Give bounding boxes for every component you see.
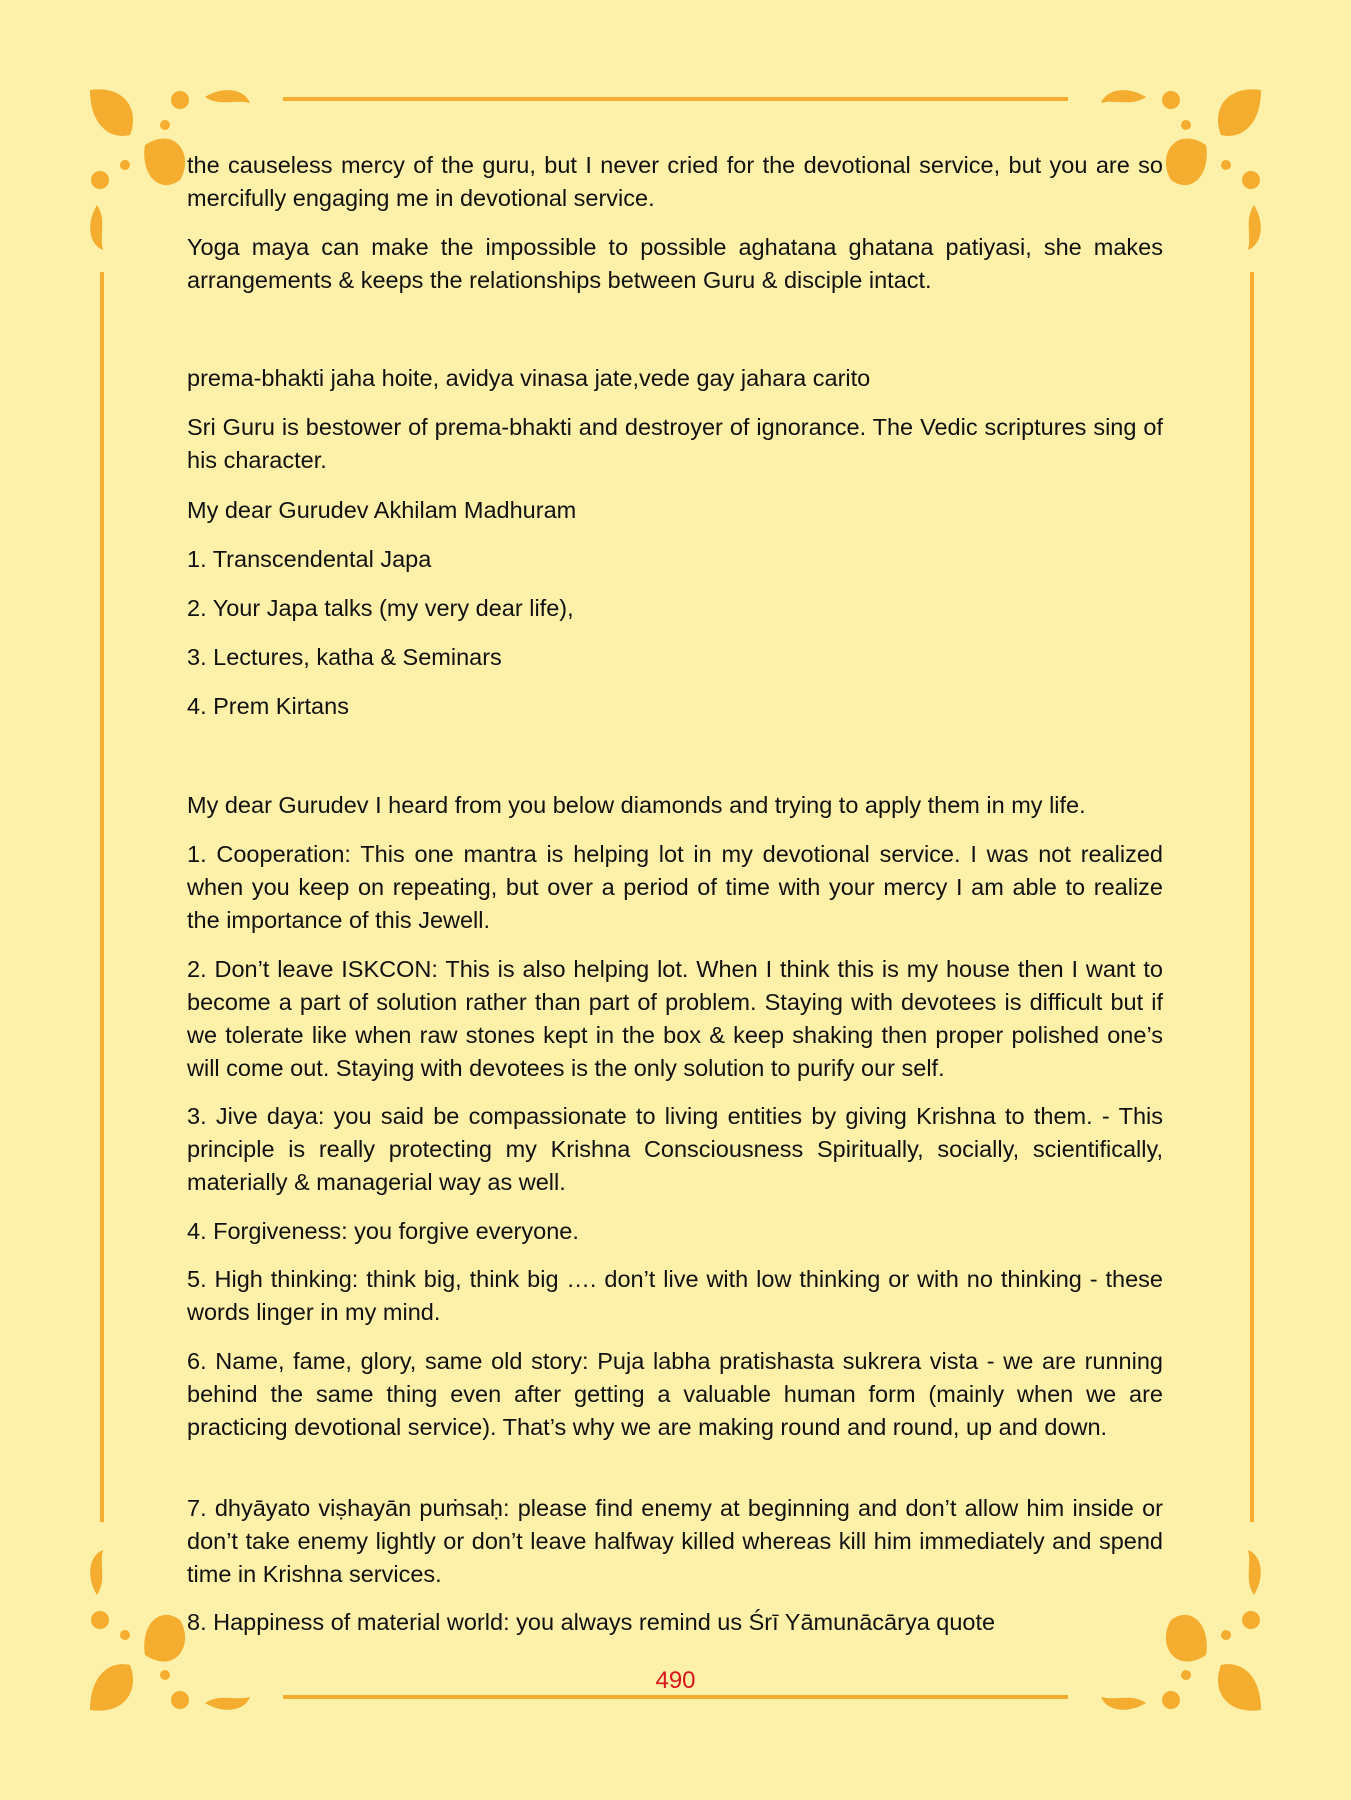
border-bottom <box>283 1695 1068 1699</box>
paragraph: Sri Guru is bestower of prema-bhakti and destroyer of ignorance. The Vedic scriptures sing of his character. <box>187 414 1163 473</box>
paragraph: the causeless mercy of the guru, but I never cried for the devotional service, but you are so mercifully engaging me in devotional service. <box>187 152 1163 211</box>
paragraph: My dear Gurudev Akhilam Madhuram <box>187 497 577 523</box>
paragraph: Yoga maya can make the impossible to possible aghatana ghatana patiyasi, she makes arrangements & keeps the relationships between Guru & disciple intact. <box>187 234 1163 293</box>
list-item: 6. Name, fame, glory, same old story: Puja labha pratishasta sukrera vista - we are running behind the same thing even after getting a valuable human form (mainly when we are practicing devotional service). That’s why we are making round and round, up and down. <box>187 1348 1163 1440</box>
border-top <box>283 97 1068 101</box>
list-item: 4. Forgiveness: you forgive everyone. <box>187 1218 579 1244</box>
list-item: 3. Jive daya: you said be compassionate to living entities by giving Krishna to them. - This principle is really protecting my Krishna Consciousness Spiritually, socially, scientifically, materially & managerial way as well. <box>187 1103 1163 1195</box>
list-item: 3. Lectures, katha & Seminars <box>187 644 502 670</box>
list-item: 2. Don’t leave ISKCON: This is also helping lot. When I think this is my house then I want to become a part of solution rather than part of problem. Staying with devotees is difficult but if we tolerate like when raw stones kept in the box & keep shaking then proper polished one’s will come out. Staying with devotees is the only solution to purify our self. <box>187 956 1163 1081</box>
border-right <box>1250 272 1254 1522</box>
verse: prema-bhakti jaha hoite, avidya vinasa jate,vede gay jahara carito <box>187 365 871 391</box>
list-item: 5. High thinking: think big, think big …. don’t live with low thinking or with no thinking - these words linger in my mind. <box>187 1266 1163 1325</box>
list-item: 1. Transcendental Japa <box>187 546 432 572</box>
page-number: 490 <box>655 1667 696 1694</box>
list-item: 8. Happiness of material world: you always remind us Śrī Yāmunācārya quote <box>187 1609 996 1635</box>
list-item: 2. Your Japa talks (my very dear life), <box>187 595 574 621</box>
list-item: 4. Prem Kirtans <box>187 693 349 719</box>
list-item: 1. Cooperation: This one mantra is helping lot in my devotional service. I was not realized when you keep on repeating, but over a period of time with your mercy I am able to realize the importance of this Jewell. <box>187 841 1163 933</box>
paragraph: My dear Gurudev I heard from you below diamonds and trying to apply them in my life. <box>187 792 1086 818</box>
border-left <box>100 272 104 1522</box>
list-item: 7. dhyāyato viṣhayān puṁsaḥ: please find enemy at beginning and don’t allow him inside or don’t take enemy lightly or don’t leave halfway killed whereas kill him immediately and spend time in Krishna services. <box>187 1495 1163 1587</box>
